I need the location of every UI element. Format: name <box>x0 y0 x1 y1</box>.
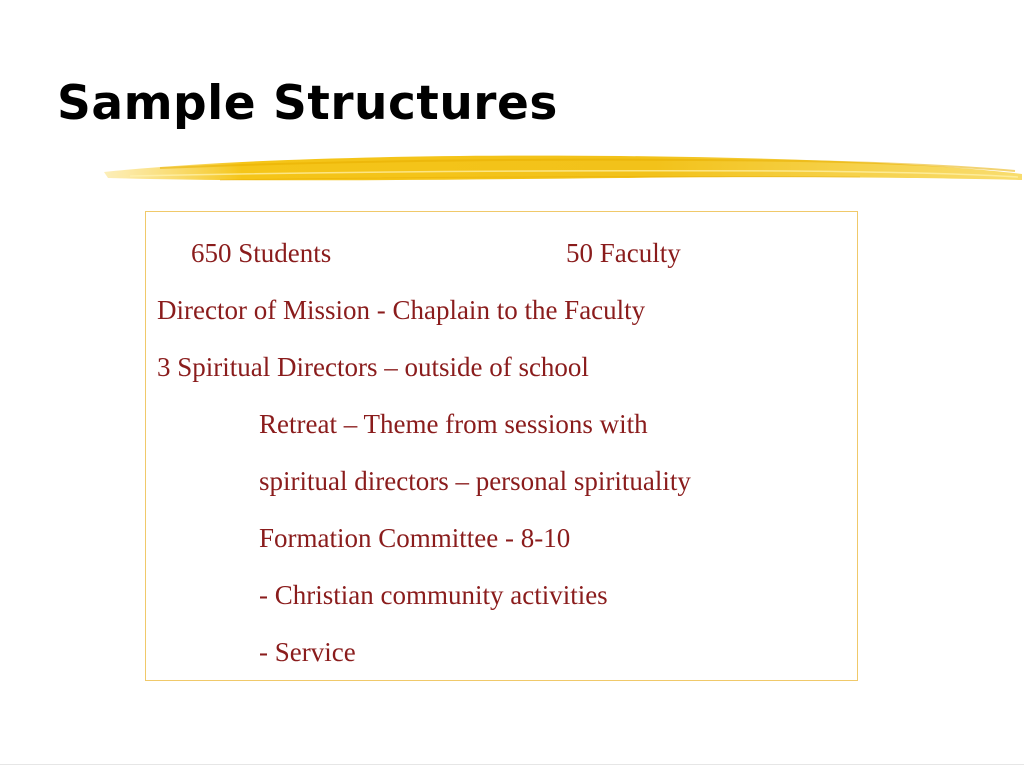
content-line-indented: - Christian community activities <box>259 580 608 610</box>
faculty-count: 50 Faculty <box>566 238 681 268</box>
bottom-divider <box>0 764 1024 765</box>
content-box <box>145 211 858 681</box>
content-line-indented: spiritual directors – personal spirituality <box>259 466 691 496</box>
slide-title: Sample Structures <box>57 76 558 131</box>
content-line: 3 Spiritual Directors – outside of school <box>157 352 589 382</box>
title-underline-brush-stroke <box>100 150 1024 190</box>
content-line-indented: Retreat – Theme from sessions with <box>259 409 648 439</box>
content-line: Director of Mission - Chaplain to the Faculty <box>157 295 646 325</box>
content-line-indented: - Service <box>259 637 356 667</box>
students-count: 650 Students <box>191 238 332 268</box>
content-line-indented: Formation Committee - 8-10 <box>259 523 571 553</box>
